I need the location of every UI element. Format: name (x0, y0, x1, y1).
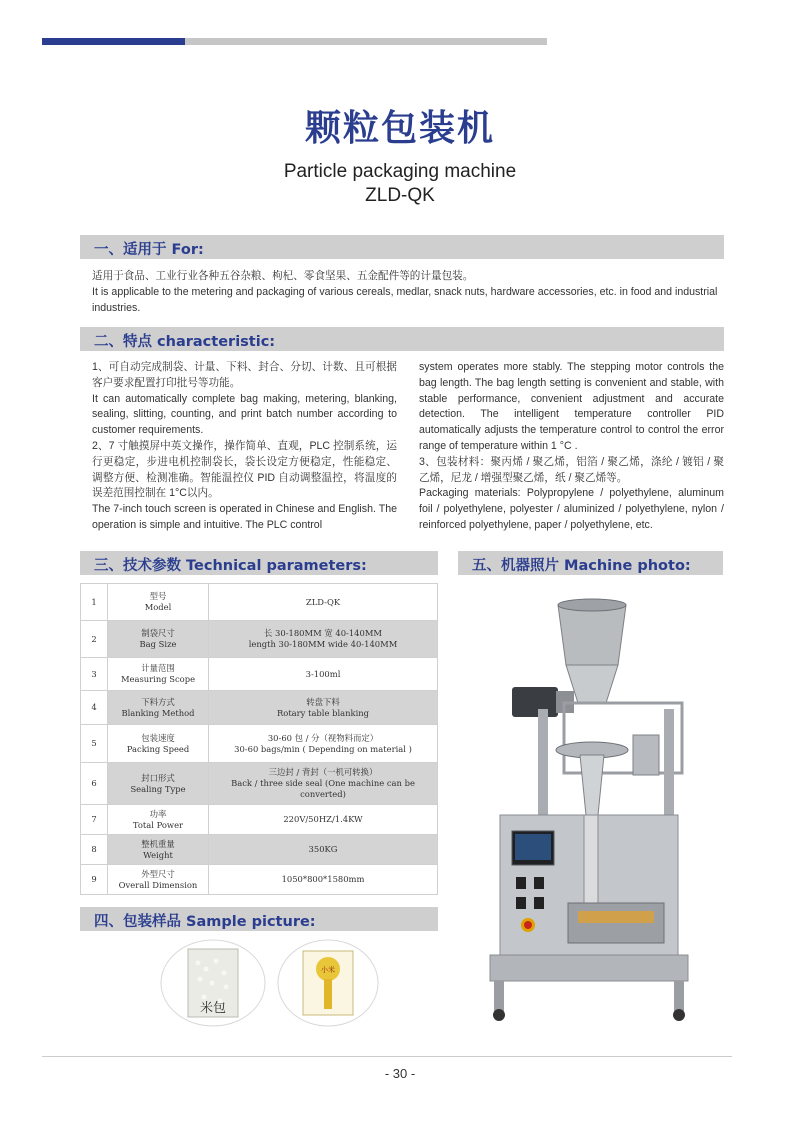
param-label (108, 865, 209, 895)
section-heading-text: 五、机器照片 Machine photo: (472, 558, 691, 574)
section-heading-sample (80, 907, 438, 931)
param-label-cn: 下料方式 (141, 696, 175, 707)
sample-rice-bag (160, 939, 266, 1027)
for-text-en: It is applicable to the metering and packaging of various cereals, medlar, snack nuts, hardware accessories, etc. in food and industrial industries. (92, 285, 718, 314)
feature-3-en: Packaging materials: Polypropylene / polyethylene, aluminum foil / polyethylene, polyester / aluminized / polyethylene, nylon / reinforced polyethylene, paper / polyethylene, etc. (419, 487, 724, 531)
param-value (209, 865, 438, 895)
for-text-cn: 适用于食品、工业行业各种五谷杂粮、枸杞、零食坚果、五金配件等的计量包装。 (92, 270, 474, 282)
param-label-en: Bag Size (139, 639, 177, 649)
section-heading-text: 一、适用于 For: (94, 242, 204, 258)
param-label-cn: 型号 (149, 591, 167, 601)
param-value-secondary: 30-60 bags/min ( Depending on material ) (234, 743, 412, 754)
row-number: 8 (81, 835, 108, 865)
page-title-en (0, 160, 800, 208)
param-label (108, 763, 209, 805)
row-number: 6 (81, 763, 108, 805)
row-number: 5 (81, 725, 108, 763)
param-label-cn: 封口形式 (141, 772, 175, 783)
table-row (81, 621, 438, 658)
param-label-en: Overall Dimension (118, 879, 198, 890)
param-value-secondary: length 30-180MM wide 40-140MM (248, 639, 398, 649)
title-en-text: Particle packaging machine (283, 161, 517, 182)
section-heading-text: 三、技术参数 Technical parameters: (94, 558, 367, 574)
section-heading-for (80, 235, 724, 259)
section-for-body (92, 269, 724, 316)
characteristic-col-left (92, 360, 397, 534)
param-label (108, 621, 209, 658)
param-value (209, 584, 438, 621)
param-label-cn: 制袋尺寸 (141, 628, 175, 638)
param-value (209, 621, 438, 658)
param-label-en: Packing Speed (126, 743, 190, 754)
param-label (108, 725, 209, 763)
param-value-primary: 350KG (308, 844, 338, 854)
param-value-primary: 转盘下料 (306, 696, 340, 707)
param-value (209, 691, 438, 725)
param-label (108, 658, 209, 691)
table-row (81, 691, 438, 725)
row-number: 2 (81, 621, 108, 658)
param-value (209, 805, 438, 835)
param-value-primary: 1050*800*1580mm (281, 874, 365, 884)
param-label (108, 691, 209, 725)
page-number: - 30 - (384, 1066, 416, 1081)
section-heading-text: 二、特点 characteristic: (94, 334, 276, 350)
page-title-cn: 颗粒包装机 (304, 108, 495, 149)
param-label-cn: 包装速度 (141, 732, 175, 743)
row-number: 9 (81, 865, 108, 895)
section-heading-parameters (80, 551, 438, 575)
feature-2-en-b: system operates more stably. The stepping motor controls the bag length. The bag length setting is convenient and stable, with stable performance, convenient adjustment and accurate detection. The intelligent temperature controller PID automatically adjusts the temperature control to control the error range of temperature within 1 °C . (419, 361, 724, 452)
param-value-secondary: Rotary table blanking (276, 707, 370, 718)
sample-millet-bag (277, 939, 379, 1027)
param-label (108, 805, 209, 835)
param-label-cn: 外型尺寸 (141, 868, 175, 879)
section-heading-characteristic (80, 327, 724, 351)
param-value (209, 725, 438, 763)
param-label-en: Blanking Method (121, 707, 195, 718)
feature-2-en-a: The 7-inch touch screen is operated in Chinese and English. The operation is simple and intuitive. The PLC control (92, 503, 397, 531)
param-value-primary: ZLD-QK (305, 596, 341, 607)
param-value-primary: 220V/50HZ/1.4KW (283, 814, 363, 824)
feature-1-en: It can automatically complete bag making, metering, blanking, sealing, slitting, counting, and print batch number according to customer requirements. (92, 392, 397, 437)
table-row (81, 763, 438, 805)
param-value-secondary: Back / three side seal (One machine can be converted) (231, 778, 415, 799)
top-accent-bar (42, 38, 185, 45)
param-value-primary: 长 30-180MM 宽 40-140MM (264, 628, 382, 638)
section-heading-text: 四、包装样品 Sample picture: (94, 914, 316, 930)
table-row (81, 835, 438, 865)
table-row (81, 805, 438, 835)
param-label-en: Weight (143, 849, 173, 860)
row-number: 3 (81, 658, 108, 691)
param-label-cn: 功率 (149, 808, 167, 819)
param-label-en: Sealing Type (130, 783, 186, 794)
param-label-en: Measuring Scope (120, 674, 196, 684)
feature-3-cn: 3、包装材料：聚丙烯 / 聚乙烯，铝箔 / 聚乙烯，涤纶 / 镀铝 / 聚乙烯，尼龙 / 增强型聚乙烯，纸 / 聚乙烯等。 (419, 455, 724, 484)
param-label-en: Total Power (132, 819, 184, 830)
characteristic-col-right (419, 360, 724, 534)
sample1-label: 米包 (199, 1001, 227, 1016)
section-heading-machine-photo (458, 551, 723, 575)
row-number: 7 (81, 805, 108, 835)
param-label (108, 584, 209, 621)
param-value-primary: 3-100ml (305, 668, 341, 679)
param-label-cn: 整机重量 (141, 838, 175, 849)
table-row (81, 584, 438, 621)
table-row (81, 865, 438, 895)
machine-photo (468, 585, 708, 1025)
top-gray-bar (185, 38, 547, 45)
parameters-table (80, 583, 438, 895)
param-value (209, 763, 438, 805)
table-row (81, 725, 438, 763)
param-label-cn: 计量范围 (141, 663, 175, 673)
feature-1-cn: 1、可自动完成制袋、计量、下料、封合、分切、计数、且可根据客户要求配置打印批号等功能。 (92, 361, 397, 389)
sample2-label: 小米 (321, 966, 335, 974)
param-value-primary: 三边封 / 背封（一机可转换） (268, 767, 378, 777)
table-row (81, 658, 438, 691)
param-value (209, 658, 438, 691)
param-value-primary: 30-60 包 / 分（视物料而定） (267, 732, 379, 743)
row-number: 4 (81, 691, 108, 725)
param-value (209, 835, 438, 865)
row-number: 1 (81, 584, 108, 621)
param-label (108, 835, 209, 865)
footer-divider (42, 1056, 732, 1057)
param-label-en: Model (144, 602, 172, 612)
model-text: ZLD-QK (365, 185, 435, 206)
feature-2-cn: 2、7 寸触摸屏中英文操作，操作简单、直观，PLC 控制系统，运行更稳定，步进电机控制袋长，袋长设定方便稳定，性能稳定、调整方便、检测准确。智能温控仪 PID 自动调整温控，将温度的误差范围控制在 1°C以内。 (92, 439, 397, 500)
